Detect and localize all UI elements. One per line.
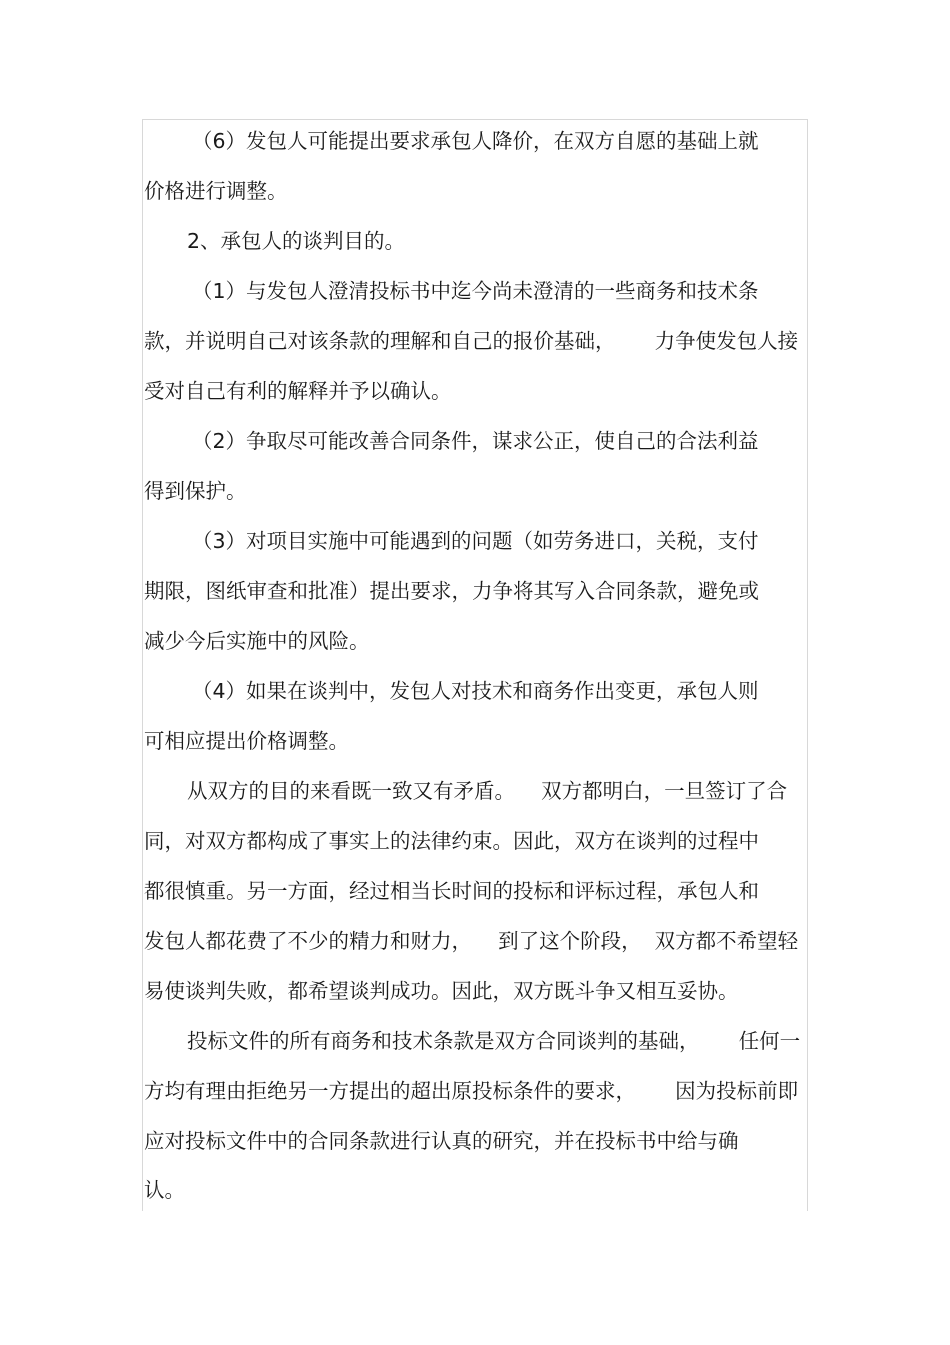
- text-line: 期限，图纸审查和批准）提出要求，力争将其写入合同条款，避免或: [144, 579, 759, 603]
- text-line: 投标文件的所有商务和技术条款是双方合同谈判的基础， 任何一: [187, 1029, 801, 1053]
- text-line: 从双方的目的来看既一致又有矛盾。 双方都明白，一旦签订了合: [187, 779, 788, 803]
- text-line: 易使谈判失败，都希望谈判成功。因此，双方既斗争又相互妥协。: [144, 979, 739, 1003]
- text-line: 方均有理由拒绝另一方提出的超出原投标条件的要求， 因为投标前即: [144, 1079, 799, 1103]
- text-line: （3）对项目实施中可能遇到的问题（如劳务进口，关税，支付: [192, 529, 759, 553]
- text-line: 发包人都花费了不少的精力和财力， 到了这个阶段， 双方都不希望轻: [144, 929, 799, 953]
- text-line: （6）发包人可能提出要求承包人降价，在双方自愿的基础上就: [192, 129, 759, 153]
- text-line: 认。: [144, 1178, 185, 1202]
- text-line: 款，并说明自己对该条款的理解和自己的报价基础， 力争使发包人接: [144, 329, 799, 353]
- text-line: 受对自己有利的解释并予以确认。: [144, 379, 452, 403]
- section-heading: 2、承包人的谈判目的。: [187, 229, 406, 253]
- text-line: 减少今后实施中的风险。: [144, 629, 370, 653]
- text-line: 应对投标文件中的合同条款进行认真的研究，并在投标书中给与确: [144, 1129, 739, 1153]
- text-line: 同，对双方都构成了事实上的法律约束。因此，双方在谈判的过程中: [144, 829, 759, 853]
- text-line: （2）争取尽可能改善合同条件，谋求公正，使自己的合法利益: [192, 429, 759, 453]
- text-line: （1）与发包人澄清投标书中迄今尚未澄清的一些商务和技术条: [192, 279, 759, 303]
- text-line: 都很慎重。另一方面，经过相当长时间的投标和评标过程，承包人和: [144, 879, 759, 903]
- text-line: （4）如果在谈判中，发包人对技术和商务作出变更，承包人则: [192, 679, 759, 703]
- text-line: 价格进行调整。: [144, 179, 288, 203]
- text-line: 得到保护。: [144, 479, 247, 503]
- text-line: 可相应提出价格调整。: [144, 729, 349, 753]
